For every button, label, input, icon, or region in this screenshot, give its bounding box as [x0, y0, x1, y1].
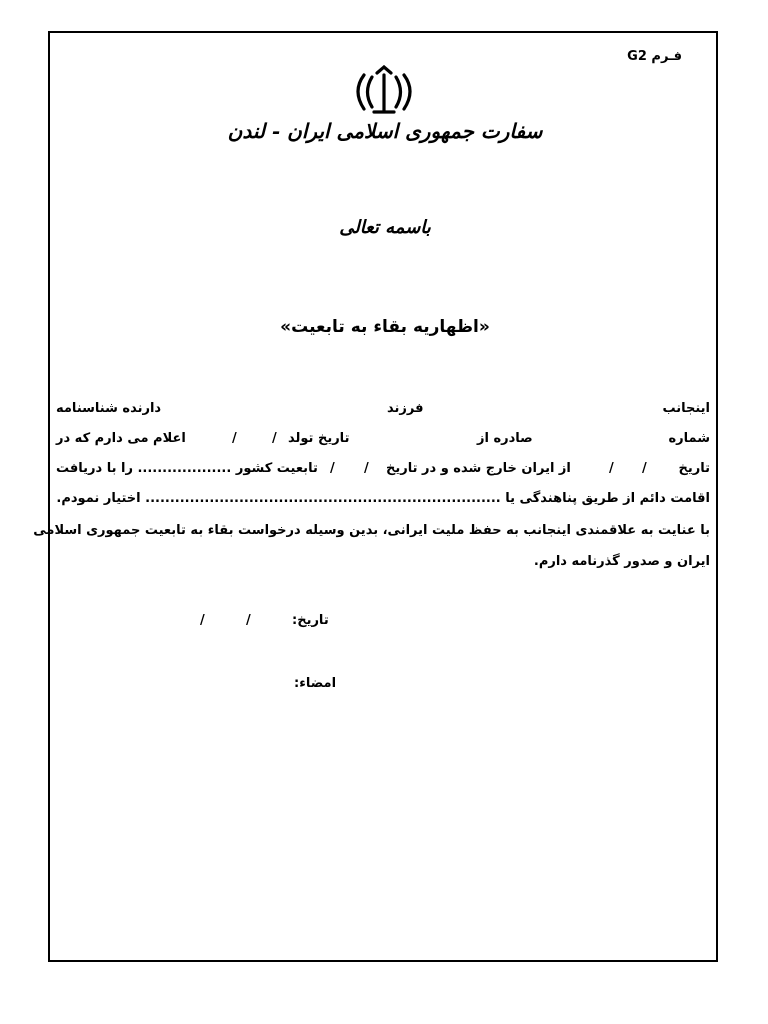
birth-date-slash: / [272, 431, 277, 446]
birth-date-label: تاریخ تولد [288, 431, 350, 446]
footer-date-slash: / [246, 613, 251, 628]
invocation: باسمه تعالی [339, 217, 431, 238]
form-code: فـرم G2 [627, 49, 682, 64]
birth-date-slash: / [232, 431, 237, 446]
date-label: تاریخ [678, 461, 710, 476]
date-slash: / [609, 461, 614, 476]
request-line-end: ایران و صدور گذرنامه دارم. [533, 554, 710, 569]
number-label: شماره [668, 431, 710, 446]
exit-date-slash: / [330, 461, 335, 476]
applicant-label: اینجانب [662, 401, 710, 416]
nationality-label: تابعیت کشور ................... را با دریافت [56, 461, 318, 476]
id-holder-label: دارنده شناسنامه [56, 401, 162, 416]
date-slash: / [642, 461, 647, 476]
signature-label: امضاء: [294, 676, 337, 691]
issued-from-label: صادره از [477, 431, 533, 446]
footer-date-label: تاریخ: [292, 613, 329, 628]
declare-label: اعلام می دارم که در [56, 431, 186, 446]
document-title: «اظهاریه بقاء به تابعیت» [280, 317, 490, 337]
request-line: با عنایت به علاقمندی اینجانب به حفظ ملیت ایرانی، بدین وسیله درخواست بقاء به تابعیت جمهوری اسلامی [33, 523, 710, 538]
footer-date-slash: / [200, 613, 205, 628]
form-frame [33, 31, 718, 962]
iran-emblem-icon [350, 65, 418, 117]
left-iran-label: از ایران خارج شده و در تاریخ [386, 461, 571, 476]
embassy-name: سفارت جمهوری اسلامی ایران - لندن [227, 119, 543, 143]
child-of-label: فرزند [387, 401, 424, 416]
residence-line: اقامت دائم از طریق پناهندگی یا ........................................................................ اختیار نمودم. [56, 491, 710, 506]
exit-date-slash: / [364, 461, 369, 476]
